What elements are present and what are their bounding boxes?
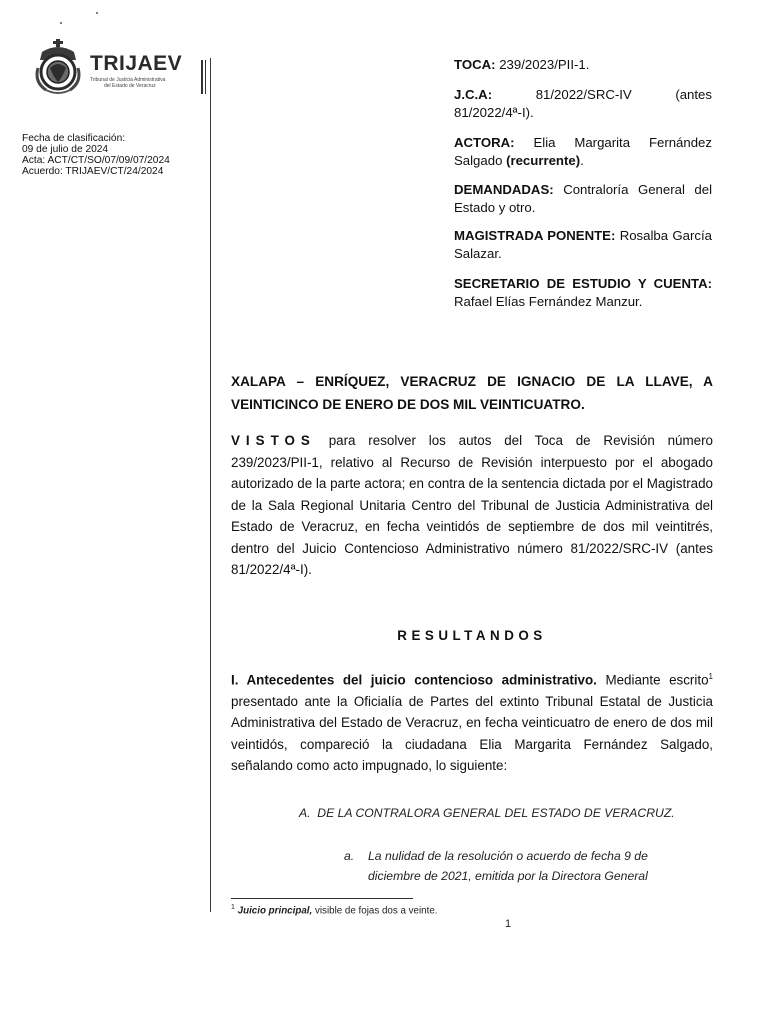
footnote-number: 1: [231, 904, 235, 911]
logo-divider: [201, 60, 203, 94]
actora-value: Elia Margarita Fernández Salgado: [454, 135, 712, 168]
demandadas-value: Contraloría General del Estado y otro.: [454, 182, 713, 215]
list-item-text: La nulidad de la resolución o acuerdo de fecha 9 de: [368, 849, 648, 863]
jca-field: [454, 86, 712, 122]
vistos-word: VISTOS: [231, 433, 316, 448]
demandadas-label: DEMANDADAS:: [454, 182, 554, 197]
classification-block: [22, 133, 170, 177]
secretario-label: SECRETARIO DE ESTUDIO Y CUENTA:: [454, 276, 712, 291]
section-1-paragraph: [231, 666, 713, 777]
jca-antes: (antes: [675, 87, 712, 102]
list-item-text: DE LA CONTRALORA GENERAL DEL ESTADO DE VERACRUZ.: [317, 806, 675, 820]
magistrada-value: Rosalba García Salazar.: [454, 228, 712, 261]
sub-list-item: [344, 846, 714, 886]
classification-date: 09 de julio de 2024: [22, 144, 109, 155]
coat-of-arms-logo: [32, 38, 84, 96]
scan-speck: [60, 22, 62, 24]
footnote-reference: 1: [708, 672, 713, 681]
magistrada-label: MAGISTRADA PONENTE:: [454, 228, 616, 243]
list-marker: a.: [344, 849, 355, 863]
toca-field: [454, 56, 712, 74]
magistrada-field: [454, 227, 712, 263]
list-item: [299, 806, 719, 820]
logo-name: TRIJAEV: [90, 52, 183, 75]
actora-role: (recurrente): [506, 153, 581, 168]
footnote-rule: [231, 898, 413, 899]
logo-divider: [205, 60, 206, 94]
logo-subtitle: Tribunal de Justicia Administrativa: [90, 77, 166, 83]
jca-value: 81/2022/SRC-IV: [535, 87, 632, 102]
place-date-heading: XALAPA – ENRÍQUEZ, VERACRUZ DE IGNACIO DE LA LLAVE, A VEINTICINCO DE ENERO DE DOS MIL VEINTICUATRO.: [231, 374, 713, 412]
jca-label: J.C.A:: [454, 87, 493, 102]
margin-rule: [210, 58, 211, 912]
vistos-text: para resolver los autos del Toca de Revisión número 239/2023/PII-1, relativo al Recurso de Revisión interpuesto por el abogado autorizado de la parte actora; en contra de la sentencia dictada por el Magistrado de la Sala Regional Unitaria Centro del Tribunal de Justicia Administrativa del Estado de Veracruz, en fecha veintidós de septiembre de dos mil veintitrés, dentro del Juicio Contencioso Administrativo número 81/2022/SRC-IV (antes 81/2022/4ª-I).: [231, 433, 713, 577]
toca-label: TOCA:: [454, 57, 496, 72]
secretario-value: Rafael Elías Fernández Manzur.: [454, 294, 643, 309]
toca-value: 239/2023/PII-1.: [499, 57, 590, 72]
list-marker: A.: [299, 806, 311, 820]
section-1-text: presentado ante la Oficialía de Partes del extinto Tribunal Estatal de Justicia Administrativa del Estado de Veracruz, en fecha veinticuatro de enero de dos mil veintidós, compareció la ciudadana Elia Margarita Fernández Salgado, señalando como acto impugnado, lo siguiente:: [231, 693, 713, 774]
footnote-bold: Juicio principal,: [237, 905, 313, 917]
logo-subtitle: del Estado de Veracruz: [104, 83, 156, 89]
classification-label: Fecha de clasificación:: [22, 133, 126, 144]
classification-acuerdo: Acuerdo: TRIJAEV/CT/24/2024: [22, 166, 164, 177]
footnote-text: visible de fojas dos a veinte.: [314, 905, 438, 917]
resultandos-heading: RESULTANDOS: [397, 628, 547, 643]
footnote: [231, 904, 438, 916]
section-1-heading: I. Antecedentes del juicio contencioso administrativo.: [231, 672, 597, 688]
secretario-field: [454, 275, 712, 311]
list-item-text: diciembre de 2021, emitida por la Directora General: [368, 869, 648, 883]
classification-acta: Acta: ACT/CT/SO/07/09/07/2024: [22, 155, 170, 166]
page-number: 1: [505, 918, 512, 930]
scan-speck: [96, 12, 98, 14]
actora-label: ACTORA:: [454, 135, 515, 150]
vistos-paragraph: [231, 430, 713, 581]
actora-field: ACTORA: Elia Margarita Fernández Salgado (recurrente).: [454, 135, 712, 168]
jca-value-previous: 81/2022/4ª-I).: [454, 105, 534, 120]
section-1-pre: Mediante escrito: [605, 672, 709, 688]
demandadas-field: [454, 181, 712, 217]
